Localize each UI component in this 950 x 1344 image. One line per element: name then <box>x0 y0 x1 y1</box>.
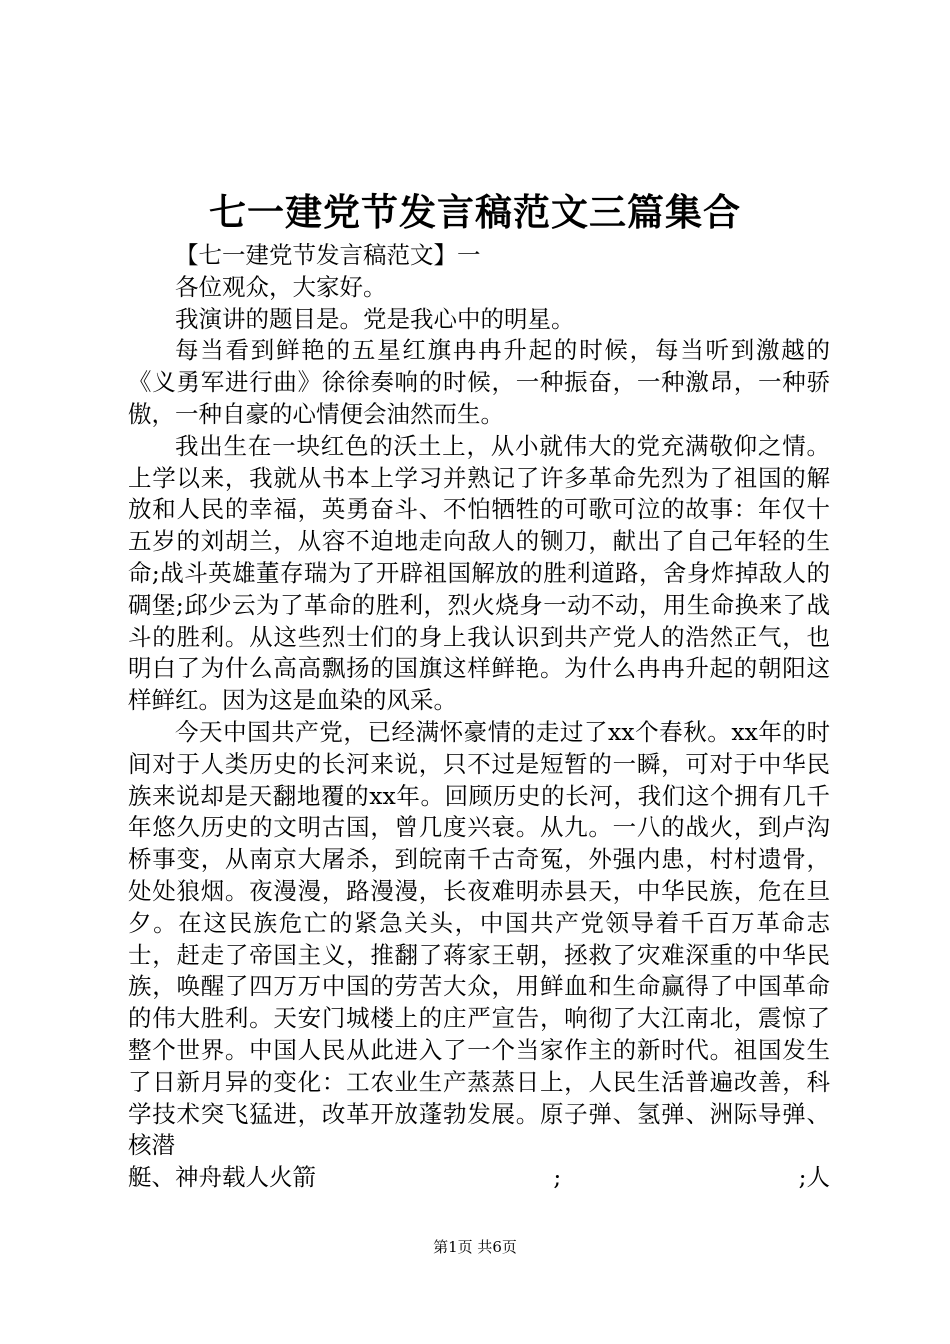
body-last-line <box>128 1162 830 1194</box>
body-paragraph: 我出生在一块红色的沃土上，从小就伟大的党充满敬仰之情。上学以来，我就从书本上学习并熟记了许多革命先烈为了祖国的解放和人民的幸福，英勇奋斗、不怕牺牲的可歌可泣的故事：年仅十五岁的刘胡兰，从容不迫地走向敌人的铡刀，献出了自己年轻的生命;战斗英雄董存瑞为了开辟祖国解放的胜利道路，舍身炸掉敌人的碉堡;邱少云为了革命的胜利，烈火烧身一动不动，用生命换来了战斗的胜利。从这些烈士们的身上我认识到共产党人的浩然正气，也明白了为什么高高飘扬的国旗这样鲜艳。为什么冉冉升起的朝阳这样鲜红。因为这是血染的风采。 <box>128 431 830 715</box>
page-indicator: 第1页 共6页 <box>433 1238 517 1256</box>
greeting-paragraph: 各位观众，大家好。 <box>175 272 387 301</box>
last-line-left: 艇、神舟载人火箭 <box>128 1163 316 1192</box>
topic-paragraph: 我演讲的题目是。党是我心中的明星。 <box>175 304 575 333</box>
section-heading: 【七一建党节发言稿范文】一 <box>175 241 481 269</box>
last-line-right: ;人 <box>798 1163 830 1192</box>
body-paragraph: 每当看到鲜艳的五星红旗冉冉升起的时候，每当听到激越的《义勇军进行曲》徐徐奏响的时候，一种振奋，一种激昂，一种骄傲，一种自豪的心情便会油然而生。 <box>128 336 830 428</box>
document-body <box>128 240 830 1194</box>
last-line-middle: ; <box>553 1163 562 1192</box>
document-title: 七一建党节发言稿范文三篇集合 <box>209 190 741 234</box>
body-paragraph: 今天中国共产党，已经满怀豪情的走过了xx个春秋。xx年的时间对于人类历史的长河来说，只不过是短暂的一瞬，可对于中华民族来说却是天翻地覆的xx年。回顾历史的长河，我们这个拥有几千年悠久历史的文明古国，曾几度兴衰。从九。一八的战火，到卢沟桥事变，从南京大屠杀，到皖南千古奇冤，外强内患，村村遗骨，处处狼烟。夜漫漫，路漫漫，长夜难明赤县天，中华民族，危在旦夕。在这民族危亡的紧急关头，中国共产党领导着千百万革命志士，赶走了帝国主义，推翻了蒋家王朝，拯救了灾难深重的中华民族，唤醒了四万万中国的劳苦大众，用鲜血和生命赢得了中国革命的伟大胜利。天安门城楼上的庄严宣告，响彻了大江南北，震惊了整个世界。中国人民从此进入了一个当家作主的新时代。祖国发生了日新月异的变化：工农业生产蒸蒸日上，人民生活普遍改善，科学技术突飞猛进，改革开放蓬勃发展。原子弹、氢弹、洲际导弹、核潜 <box>128 717 830 1160</box>
